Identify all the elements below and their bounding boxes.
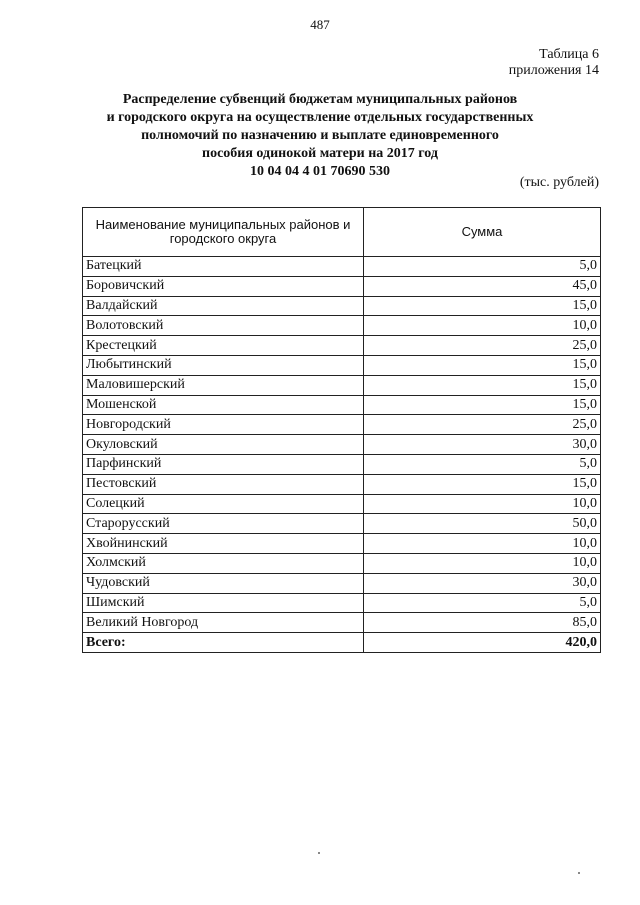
table-row (83, 316, 601, 336)
table-row (83, 395, 601, 415)
appendix-label: приложения 14 (508, 63, 599, 78)
table-row (83, 593, 601, 613)
amount-cell: 85,0 (364, 613, 601, 633)
title-line: Распределение субвенций бюджетам муниципальных районов (122, 92, 518, 107)
amount-cell: 10,0 (364, 494, 601, 514)
amount-cell: 45,0 (364, 276, 601, 296)
district-name-cell: Волотовский (83, 316, 364, 336)
amount-cell: 10,0 (364, 316, 601, 336)
district-name-cell: Хвойнинский (83, 534, 364, 554)
district-name-cell: Шимский (83, 593, 364, 613)
district-name-cell: Парфинский (83, 454, 364, 474)
district-name-cell: Новгородский (83, 415, 364, 435)
amount-cell: 5,0 (364, 454, 601, 474)
table-row (83, 296, 601, 316)
total-amount-cell: 420,0 (364, 633, 601, 653)
table-row (83, 534, 601, 554)
table-body (83, 257, 601, 653)
district-name-cell: Великий Новгород (83, 613, 364, 633)
district-name-cell: Валдайский (83, 296, 364, 316)
table-row (83, 454, 601, 474)
subvention-table (82, 207, 601, 653)
table-row (83, 573, 601, 593)
district-name-cell: Старорусский (83, 514, 364, 534)
district-name-cell: Холмский (83, 553, 364, 573)
title-line: пособия одинокой матери на 2017 год (202, 146, 438, 161)
district-name-cell: Мошенской (83, 395, 364, 415)
units-label: (тыс. рублей) (519, 175, 599, 190)
amount-cell: 30,0 (364, 573, 601, 593)
column-header-name: Наименование муниципальных районов и городского округа (83, 208, 364, 257)
amount-cell: 30,0 (364, 435, 601, 455)
district-name-cell: Чудовский (83, 573, 364, 593)
district-name-cell: Солецкий (83, 494, 364, 514)
table-row (83, 553, 601, 573)
district-name-cell: Крестецкий (83, 336, 364, 356)
amount-cell: 15,0 (364, 395, 601, 415)
scan-speck (578, 872, 580, 874)
table-row (83, 613, 601, 633)
table-row (83, 276, 601, 296)
title-line: и городского округа на осуществление отдельных государственных (106, 110, 534, 125)
title-line: полномочий по назначению и выплате единовременного (141, 128, 499, 143)
table-header-row (83, 208, 601, 257)
table-row (83, 375, 601, 395)
amount-cell: 10,0 (364, 534, 601, 554)
amount-cell: 15,0 (364, 375, 601, 395)
district-name-cell: Маловишерский (83, 375, 364, 395)
amount-cell: 15,0 (364, 355, 601, 375)
amount-cell: 25,0 (364, 415, 601, 435)
table-row (83, 257, 601, 277)
table-row (83, 355, 601, 375)
amount-cell: 5,0 (364, 593, 601, 613)
amount-cell: 15,0 (364, 296, 601, 316)
district-name-cell: Боровичский (83, 276, 364, 296)
table-row (83, 474, 601, 494)
total-row (83, 633, 601, 653)
total-label-cell: Всего: (83, 633, 364, 653)
amount-cell: 5,0 (364, 257, 601, 277)
table-row (83, 415, 601, 435)
district-name-cell: Пестовский (83, 474, 364, 494)
amount-cell: 50,0 (364, 514, 601, 534)
district-name-cell: Окуловский (83, 435, 364, 455)
table-row (83, 514, 601, 534)
column-header-sum: Сумма (364, 208, 601, 257)
budget-code: 10 04 04 4 01 70690 530 (250, 164, 390, 179)
scan-speck (318, 852, 320, 854)
page-number: 487 (310, 17, 330, 32)
district-name-cell: Батецкий (83, 257, 364, 277)
table-row (83, 336, 601, 356)
district-name-cell: Любытинский (83, 355, 364, 375)
table-number-label: Таблица 6 (539, 47, 599, 62)
amount-cell: 10,0 (364, 553, 601, 573)
document-title (0, 91, 640, 181)
amount-cell: 25,0 (364, 336, 601, 356)
table-row (83, 494, 601, 514)
table-row (83, 435, 601, 455)
amount-cell: 15,0 (364, 474, 601, 494)
